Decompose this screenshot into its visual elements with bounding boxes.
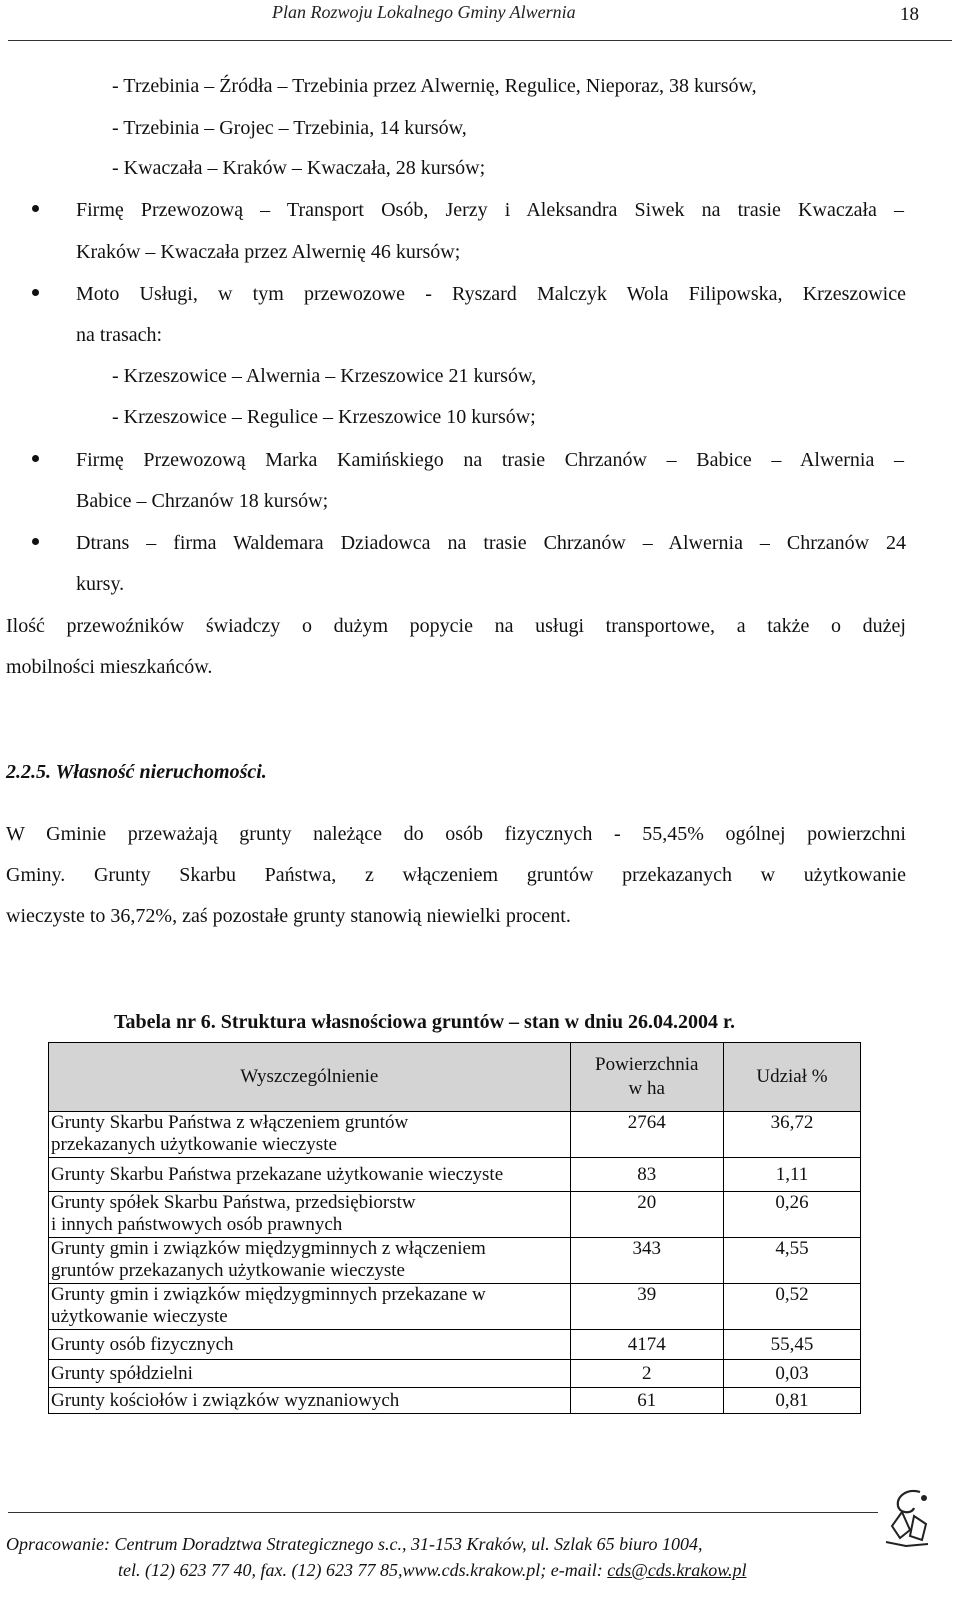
route-item: - Trzebinia – Źródła – Trzebinia przez Alwernię, Regulice, Nieporaz, 38 kursów, [112,75,757,97]
row-label-line: Grunty osób fizycznych [51,1333,234,1355]
row-label [49,1158,571,1192]
row-label-line: Grunty spółek Skarbu Państwa, przedsiębiorstw [51,1192,416,1213]
header-divider [8,40,952,41]
row-label [49,1112,571,1158]
cds-logo-icon [878,1486,938,1556]
bullet-text: Firmę Przewozową – Transport Osób, Jerzy i Aleksandra Siwek na trasie Kwaczała – [76,199,904,221]
paragraph: Ilość przewoźników świadczy o dużym popycie na usługi transportowe, a także o dużej [6,615,906,637]
table-row [49,1238,861,1284]
row-label-line: przekazanych użytkowanie wieczyste [51,1134,337,1155]
bullet-text: Kraków – Kwaczała przez Alwernię 46 kursów; [76,241,461,263]
bullet-text: Babice – Chrzanów 18 kursów; [76,490,329,512]
bullet-text: Dtrans – firma Waldemara Dziadowca na trasie Chrzanów – Alwernia – Chrzanów 24 [76,532,906,554]
document-title: Plan Rozwoju Lokalnego Gminy Alwernia [272,2,576,22]
bullet-text: na trasach: [76,324,163,346]
row-area: 39 [570,1284,723,1330]
row-area: 4174 [570,1330,723,1360]
row-label [49,1284,571,1330]
route-item: - Krzeszowice – Alwernia – Krzeszowice 21 kursów, [112,365,537,387]
section-heading: 2.2.5. Własność nieruchomości. [6,761,267,783]
row-label [49,1238,571,1284]
row-share: 0,03 [723,1360,860,1388]
row-share: 0,26 [723,1192,860,1238]
row-share: 36,72 [723,1112,860,1158]
row-label [49,1330,571,1360]
row-label-line: i innych państwowych osób prawnych [51,1214,343,1235]
paragraph: wieczyste to 36,72%, zaś pozostałe grunty stanowią niewielki procent. [6,905,571,927]
bullet-text: kursy. [76,573,125,595]
table-row [49,1112,861,1158]
bullet-text: Firmę Przewozową Marka Kamińskiego na trasie Chrzanów – Babice – Alwernia – [76,449,904,471]
row-label-line: Grunty gmin i związków międzygminnych przekazane w [51,1284,486,1305]
row-share: 0,81 [723,1388,860,1414]
row-share: 0,52 [723,1284,860,1330]
paragraph: mobilności mieszkańców. [6,656,213,678]
page-number: 18 [900,4,919,25]
row-area: 343 [570,1238,723,1284]
row-area: 61 [570,1388,723,1414]
column-header-area [570,1043,723,1112]
row-label-line: Grunty kościołów i związków wyznaniowych [51,1389,400,1411]
column-header-area-line2: w ha [628,1078,665,1099]
bullet-icon [32,455,39,462]
row-area: 2764 [570,1112,723,1158]
footer-contact [118,1560,746,1581]
paragraph: W Gminie przeważają grunty należące do osób fizycznych - 55,45% ogólnej powierzchni [6,823,906,845]
email-link[interactable]: cds@cds.krakow.pl [607,1560,747,1580]
row-label-line: Grunty Skarbu Państwa z włączeniem gruntów [51,1112,409,1133]
column-header-description: Wyszczególnienie [49,1043,571,1112]
row-share: 4,55 [723,1238,860,1284]
route-item: - Kwaczała – Kraków – Kwaczała, 28 kursów; [112,157,486,179]
row-label [49,1192,571,1238]
row-label-line: Grunty Skarbu Państwa przekazane użytkowanie wieczyste [51,1163,504,1185]
table-row [49,1330,861,1360]
row-label-line: gruntów przekazanych użytkowanie wieczyste [51,1260,405,1281]
table-header-row [49,1043,861,1112]
row-share: 55,45 [723,1330,860,1360]
column-header-area-line1: Powierzchnia [595,1054,699,1075]
row-area: 20 [570,1192,723,1238]
table-caption: Tabela nr 6. Struktura własnościowa gruntów – stan w dniu 26.04.2004 r. [114,1011,736,1033]
route-item: - Trzebinia – Grojec – Trzebinia, 14 kursów, [112,117,467,139]
row-area: 83 [570,1158,723,1192]
table-row [49,1192,861,1238]
row-label [49,1388,571,1414]
table-row [49,1360,861,1388]
row-label-line: Grunty gmin i związków międzygminnych z włączeniem [51,1238,486,1259]
footer-address: Opracowanie: Centrum Doradztwa Strategicznego s.c., 31-153 Kraków, ul. Szlak 65 biuro 1004, [6,1534,703,1554]
table-row [49,1284,861,1330]
footer-contact-text: tel. (12) 623 77 40, fax. (12) 623 77 85,www.cds.krakow.pl; e-mail: [118,1560,608,1580]
table-row [49,1388,861,1414]
row-label-line: użytkowanie wieczyste [51,1306,228,1327]
route-item: - Krzeszowice – Regulice – Krzeszowice 10 kursów; [112,406,536,428]
ownership-table [48,1042,861,1414]
bullet-icon [32,205,39,212]
row-label [49,1360,571,1388]
footer-divider [8,1512,878,1513]
table-row [49,1158,861,1192]
page-header [0,0,960,44]
row-share: 1,11 [723,1158,860,1192]
paragraph: Gminy. Grunty Skarbu Państwa, z włączeniem gruntów przekazanych w użytkowanie [6,864,906,886]
row-area: 2 [570,1360,723,1388]
bullet-icon [32,289,39,296]
bullet-icon [32,538,39,545]
bullet-text: Moto Usługi, w tym przewozowe - Ryszard Malczyk Wola Filipowska, Krzeszowice [76,283,906,305]
row-label-line: Grunty spółdzielni [51,1362,193,1384]
column-header-share: Udział % [723,1043,860,1112]
